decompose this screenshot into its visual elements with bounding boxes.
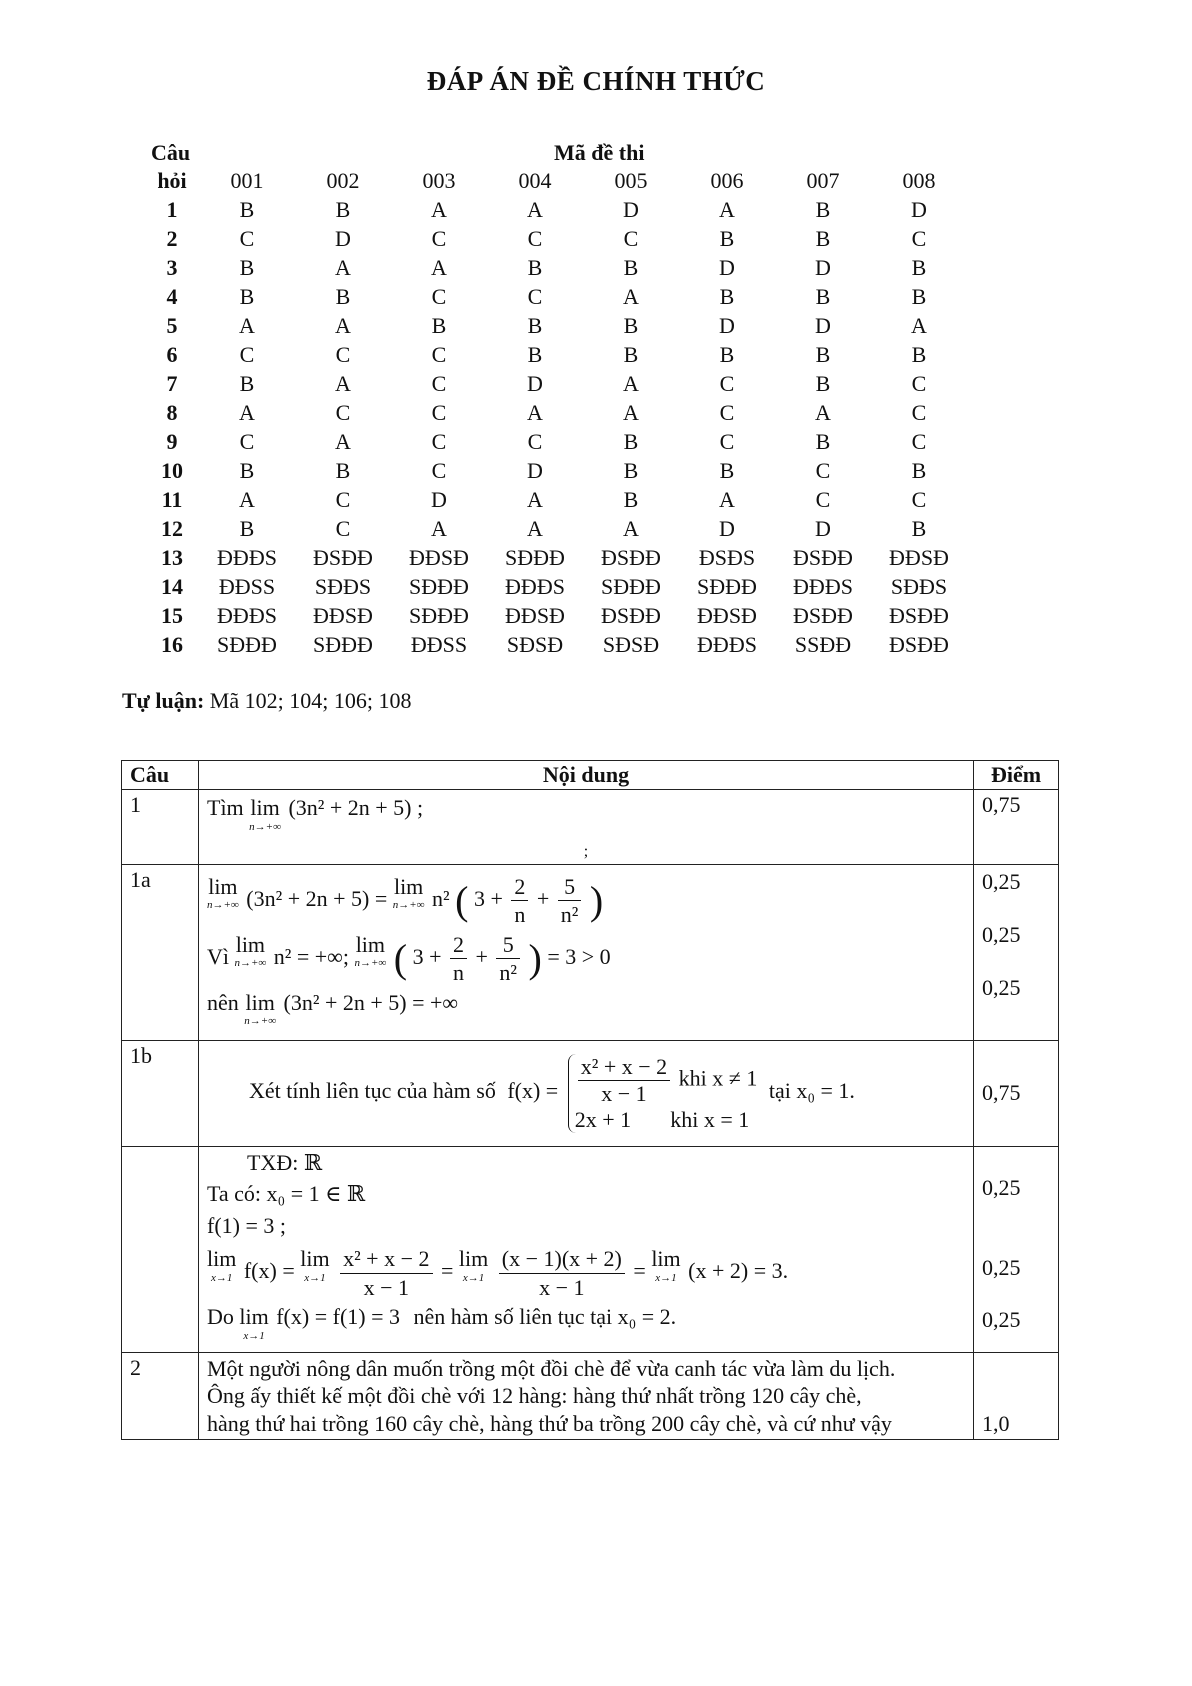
problem-line: Ông ấy thiết kế một đồi chè với 12 hàng: hàng thứ nhất trồng 120 cây chè, bbox=[207, 1383, 862, 1408]
three: 3 + bbox=[473, 885, 503, 911]
row-label: 2 bbox=[122, 1352, 199, 1440]
lim-symbol: lim n→+∞ bbox=[207, 873, 239, 911]
answer-cell: A bbox=[239, 312, 255, 338]
answer-cell: SĐĐĐ bbox=[217, 631, 277, 657]
answer-cell: A bbox=[431, 196, 447, 222]
answer-cell: C bbox=[911, 428, 927, 454]
answer-cell: SĐĐS bbox=[314, 573, 372, 599]
essay-row-1b-solution bbox=[122, 1146, 1059, 1352]
question-number: 2 bbox=[166, 225, 178, 251]
answer-cell: D bbox=[527, 457, 543, 483]
answer-cell: D bbox=[719, 254, 735, 280]
answer-cell: D bbox=[911, 196, 927, 222]
answer-cell: ĐĐSS bbox=[218, 573, 276, 599]
question-number: 3 bbox=[166, 254, 178, 280]
answer-cell: B bbox=[239, 370, 255, 396]
answer-cell: A bbox=[815, 399, 831, 425]
answer-cell: A bbox=[911, 312, 927, 338]
answer-cell: B bbox=[815, 196, 831, 222]
answer-cell: B bbox=[815, 283, 831, 309]
answer-cell: ĐSĐĐ bbox=[889, 631, 949, 657]
answer-cell: B bbox=[239, 457, 255, 483]
answer-cell: C bbox=[911, 399, 927, 425]
conclusion-line bbox=[207, 1303, 965, 1341]
answer-cell: C bbox=[527, 225, 543, 251]
answer-cell: A bbox=[719, 486, 735, 512]
answer-cell: B bbox=[527, 341, 543, 367]
question-number: 15 bbox=[161, 602, 183, 628]
lim-symbol: lim x→1 bbox=[458, 1246, 489, 1284]
answer-cell: B bbox=[815, 370, 831, 396]
answer-cell: SĐĐĐ bbox=[601, 573, 661, 599]
answer-cell: B bbox=[623, 428, 639, 454]
answer-cell: B bbox=[623, 486, 639, 512]
answer-cell: C bbox=[239, 428, 255, 454]
answer-cell: A bbox=[623, 283, 639, 309]
answer-cell: C bbox=[335, 399, 351, 425]
answer-cell: D bbox=[815, 254, 831, 280]
txd-line: TXĐ: ℝ bbox=[247, 1149, 323, 1175]
conclusion-expr: (3n² + 2n + 5) = +∞ bbox=[283, 989, 459, 1015]
answer-cell: ĐSĐĐ bbox=[793, 602, 853, 628]
plus: + bbox=[536, 885, 550, 911]
answer-cell: C bbox=[527, 428, 543, 454]
fraction-2-n: $\frac{2}{n}$ bbox=[450, 931, 467, 987]
answer-cell: C bbox=[431, 399, 447, 425]
answer-cell: B bbox=[431, 312, 447, 338]
question-number: 1 bbox=[166, 196, 178, 222]
row-label: 1b bbox=[122, 1040, 199, 1146]
answer-cell: A bbox=[335, 370, 351, 396]
answer-cell: C bbox=[911, 370, 927, 396]
answer-row bbox=[145, 427, 967, 456]
case1-fraction: $\frac{\text{x² + x − 2}}{x - 1}$ bbox=[578, 1054, 670, 1107]
row-score: 0,75 bbox=[974, 1040, 1059, 1146]
answer-cell: SĐĐĐ bbox=[697, 573, 757, 599]
question-number: 12 bbox=[161, 515, 183, 541]
fx-eq: f(x) = bbox=[243, 1258, 295, 1284]
answer-cell: B bbox=[719, 457, 735, 483]
answer-cell: SĐĐĐ bbox=[409, 602, 469, 628]
question-number: 11 bbox=[161, 486, 183, 512]
answer-row bbox=[145, 195, 967, 224]
lim-symbol: lim x→1 bbox=[207, 1246, 237, 1284]
continuity-conclusion: nên hàm số liên tục tại x₀ = 2. bbox=[413, 1304, 677, 1329]
answer-cell: D bbox=[623, 196, 639, 222]
answer-cell: A bbox=[335, 254, 351, 280]
question-number: 4 bbox=[166, 283, 178, 309]
answer-cell: A bbox=[239, 486, 255, 512]
lim-symbol: lim n→+∞ bbox=[234, 931, 267, 969]
fx-label: f(x) = bbox=[507, 1078, 559, 1104]
tu-luan-label: Tự luận: bbox=[122, 688, 205, 713]
answer-cell: C bbox=[239, 341, 255, 367]
answer-cell: C bbox=[335, 515, 351, 541]
question-number: 6 bbox=[166, 341, 178, 367]
exam-code: 004 bbox=[518, 167, 552, 193]
plus: + bbox=[475, 943, 488, 969]
answer-cell: ĐSĐĐ bbox=[601, 544, 661, 570]
taco-line: Ta có: x₀ = 1 ∈ ℝ bbox=[207, 1181, 366, 1206]
lim-symbol: lim n→+∞ bbox=[354, 931, 387, 969]
text-prefix: Tìm bbox=[207, 795, 244, 820]
exam-code: 008 bbox=[902, 167, 936, 193]
answer-cell: B bbox=[335, 283, 351, 309]
essay-row-1 bbox=[122, 790, 1059, 865]
score: 0,25 bbox=[982, 868, 1021, 894]
lim-symbol: lim n→+∞ bbox=[392, 873, 425, 911]
answer-cell: B bbox=[239, 283, 255, 309]
exam-code: 007 bbox=[806, 167, 840, 193]
answer-row bbox=[145, 311, 967, 340]
answer-cell: ĐĐSĐ bbox=[505, 602, 565, 628]
piecewise-cases bbox=[568, 1054, 758, 1133]
score: 0,25 bbox=[982, 1254, 1021, 1280]
do-prefix: Do bbox=[207, 1304, 234, 1329]
row-content: lim n→+∞ (3n² + 2n + 5) = lim n→+∞ n² ( 3 + $\frac{2}{n}$ + $\frac{5}{\text{n²}}$ ) Vì lim n→+∞ n² = +∞; lim n→+∞ ( 3 + $\frac{2}{n}$ + $\frac{5}{\text{n²}}$ ) = 3 > 0 nên lim n→+∞ (3n² + 2n + 5) = +∞ bbox=[199, 864, 974, 1040]
answer-cell: C bbox=[719, 399, 735, 425]
n-squared: n² bbox=[432, 885, 450, 911]
question-number: 13 bbox=[161, 544, 183, 570]
answer-table-header-codes: Mã đề thi bbox=[554, 140, 645, 165]
essay-row-1a bbox=[122, 864, 1059, 1040]
answer-row bbox=[145, 398, 967, 427]
answer-cell: B bbox=[911, 515, 927, 541]
exam-code: 002 bbox=[326, 167, 360, 193]
answer-cell: C bbox=[335, 341, 351, 367]
fraction-5-n2: $\frac{5}{\text{n²}}$ bbox=[558, 873, 582, 929]
answer-cell: B bbox=[623, 341, 639, 367]
answer-cell: D bbox=[335, 225, 351, 251]
essay-header-noi-dung: Nội dung bbox=[199, 761, 974, 790]
answer-cell: A bbox=[527, 486, 543, 512]
answer-cell: B bbox=[911, 254, 927, 280]
answer-cell: ĐĐSĐ bbox=[313, 602, 373, 628]
answer-cell: A bbox=[623, 370, 639, 396]
fraction-5-n2: $\frac{5}{\text{n²}}$ bbox=[496, 931, 520, 987]
answer-cell: C bbox=[335, 486, 351, 512]
equals: = bbox=[633, 1258, 646, 1284]
answer-cell: ĐĐĐS bbox=[793, 573, 853, 599]
row-scores bbox=[974, 1146, 1059, 1352]
answer-row bbox=[145, 340, 967, 369]
answer-row bbox=[145, 224, 967, 253]
equals-3: = 3 > 0 bbox=[547, 943, 611, 969]
answer-cell: B bbox=[815, 341, 831, 367]
answer-cell: B bbox=[527, 312, 543, 338]
lim-symbol: lim x→1 bbox=[239, 1304, 269, 1342]
answer-cell: ĐĐSĐ bbox=[409, 544, 469, 570]
answer-cell: B bbox=[911, 457, 927, 483]
essay-table bbox=[121, 760, 1059, 1440]
answer-cell: C bbox=[431, 370, 447, 396]
answer-cell: B bbox=[335, 457, 351, 483]
answer-cell: C bbox=[815, 486, 831, 512]
answer-row bbox=[145, 369, 967, 398]
answer-cell: A bbox=[431, 254, 447, 280]
answer-cell: ĐĐSĐ bbox=[889, 544, 949, 570]
continuity-expr: f(x) = f(1) = 3 bbox=[276, 1304, 401, 1329]
row-label: 1 bbox=[122, 790, 199, 865]
answer-cell: ĐSĐS bbox=[698, 544, 756, 570]
answer-cell: C bbox=[431, 283, 447, 309]
question-number: 9 bbox=[166, 428, 178, 454]
answer-row bbox=[145, 601, 967, 630]
answer-row bbox=[145, 543, 967, 572]
answer-cell: B bbox=[239, 254, 255, 280]
answer-cell: ĐSĐĐ bbox=[793, 544, 853, 570]
row-scores bbox=[974, 864, 1059, 1040]
point-text: tại x₀ = 1. bbox=[768, 1078, 855, 1104]
answer-cell: C bbox=[911, 225, 927, 251]
answer-cell: SĐĐS bbox=[890, 573, 948, 599]
answer-cell: C bbox=[719, 370, 735, 396]
answer-cell: SĐSĐ bbox=[506, 631, 564, 657]
answer-cell: B bbox=[239, 515, 255, 541]
answer-cell: C bbox=[911, 486, 927, 512]
case2-condition: khi x = 1 bbox=[670, 1106, 750, 1132]
exam-code: 003 bbox=[422, 167, 456, 193]
fraction-1: $\frac{\text{x² + x − 2}}{x - 1}$ bbox=[340, 1245, 432, 1301]
answer-cell: B bbox=[623, 457, 639, 483]
score: 0,25 bbox=[982, 1306, 1021, 1332]
answer-cell: B bbox=[623, 254, 639, 280]
answer-row bbox=[145, 630, 967, 659]
question-number: 16 bbox=[161, 631, 183, 657]
row-content bbox=[199, 1146, 974, 1352]
answer-cell: B bbox=[527, 254, 543, 280]
answer-cell: SĐSĐ bbox=[602, 631, 660, 657]
answer-cell: ĐĐSĐ bbox=[697, 602, 757, 628]
limit-result: (x + 2) = 3. bbox=[688, 1258, 789, 1284]
answer-cell: ĐĐĐS bbox=[697, 631, 757, 657]
answer-cell: B bbox=[623, 312, 639, 338]
question-number: 14 bbox=[161, 573, 183, 599]
answer-row bbox=[145, 514, 967, 543]
answer-codes-row bbox=[145, 166, 967, 195]
answer-cell: D bbox=[815, 312, 831, 338]
case2-expr: 2x + 1 bbox=[574, 1106, 632, 1132]
expr-left: (3n² + 2n + 5) = bbox=[246, 885, 393, 911]
answer-row bbox=[145, 456, 967, 485]
answer-cell: A bbox=[623, 515, 639, 541]
answer-cell: A bbox=[335, 428, 351, 454]
answer-cell: A bbox=[527, 399, 543, 425]
answer-cell: D bbox=[719, 312, 735, 338]
exam-code: 006 bbox=[710, 167, 744, 193]
answer-cell: D bbox=[431, 486, 447, 512]
question-number: 10 bbox=[161, 457, 183, 483]
score: 0,25 bbox=[982, 921, 1021, 947]
answer-cell: ĐĐĐS bbox=[217, 602, 277, 628]
problem-line: hàng thứ hai trồng 160 cây chè, hàng thứ ba trồng 200 cây chè, và cứ như vậy bbox=[207, 1410, 892, 1436]
answer-cell: ĐĐSS bbox=[410, 631, 468, 657]
answer-cell: C bbox=[431, 428, 447, 454]
essay-header-cau: Câu bbox=[122, 761, 199, 790]
answer-row bbox=[145, 572, 967, 601]
row-label-empty bbox=[122, 1146, 199, 1352]
answer-cell: B bbox=[911, 341, 927, 367]
question-number: 8 bbox=[166, 399, 178, 425]
answer-row bbox=[145, 253, 967, 282]
answer-key-table bbox=[145, 166, 967, 659]
fraction-2-n: $\frac{2}{n}$ bbox=[511, 873, 528, 929]
answer-row bbox=[145, 485, 967, 514]
answer-cell: B bbox=[815, 225, 831, 251]
answer-cell: SĐĐĐ bbox=[505, 544, 565, 570]
answer-cell: ĐSĐĐ bbox=[601, 602, 661, 628]
row-content bbox=[199, 1352, 974, 1440]
answer-cell: C bbox=[431, 341, 447, 367]
answer-cell: D bbox=[815, 515, 831, 541]
exam-code: 005 bbox=[614, 167, 648, 193]
limit-expression: (3n² + 2n + 5) ; bbox=[288, 795, 424, 820]
answer-cell: B bbox=[719, 283, 735, 309]
lim-symbol: lim x→1 bbox=[651, 1246, 681, 1284]
tu-luan-line bbox=[122, 688, 411, 714]
answer-cell: B bbox=[239, 196, 255, 222]
answer-cell: A bbox=[431, 515, 447, 541]
answer-cell: C bbox=[431, 457, 447, 483]
f1-line: f(1) = 3 ; bbox=[207, 1212, 286, 1238]
answer-cell: D bbox=[719, 515, 735, 541]
answer-cell: ĐSĐĐ bbox=[889, 602, 949, 628]
answer-table-header-hoi: hỏi bbox=[157, 167, 187, 193]
lim-symbol: lim n→+∞ bbox=[244, 989, 277, 1027]
question-number: 5 bbox=[166, 312, 178, 338]
lim-symbol: lim x→1 bbox=[300, 1246, 330, 1284]
nen-prefix: nên bbox=[207, 989, 239, 1015]
problem-line: Một người nông dân muốn trồng một đồi chè để vừa canh tác vừa làm du lịch. bbox=[207, 1355, 896, 1381]
problem-text: Xét tính liên tục của hàm số bbox=[249, 1078, 496, 1104]
answer-table-header-cau: Câu bbox=[151, 140, 191, 165]
equals: = bbox=[441, 1258, 454, 1284]
limit-computation bbox=[207, 1245, 965, 1301]
score: 0,25 bbox=[982, 1174, 1021, 1200]
answer-cell: SSĐĐ bbox=[794, 631, 852, 657]
answer-cell: B bbox=[815, 428, 831, 454]
three: 3 + bbox=[412, 943, 442, 969]
answer-cell: A bbox=[623, 399, 639, 425]
answer-cell: A bbox=[527, 515, 543, 541]
answer-cell: B bbox=[911, 283, 927, 309]
question-number: 7 bbox=[166, 370, 178, 396]
row-content bbox=[199, 1040, 974, 1146]
answer-cell: C bbox=[815, 457, 831, 483]
essay-row-2 bbox=[122, 1352, 1059, 1440]
answer-cell: C bbox=[431, 225, 447, 251]
row-content bbox=[199, 790, 974, 865]
answer-cell: ĐĐĐS bbox=[217, 544, 277, 570]
exam-code: 001 bbox=[230, 167, 264, 193]
answer-cell: ĐĐĐS bbox=[505, 573, 565, 599]
page-title: ĐÁP ÁN ĐỀ CHÍNH THỨC bbox=[426, 66, 766, 96]
lim-symbol: lim n→+∞ bbox=[249, 795, 281, 833]
answer-row bbox=[145, 282, 967, 311]
essay-header-row bbox=[122, 761, 1059, 790]
answer-cell: D bbox=[527, 370, 543, 396]
answer-cell: A bbox=[527, 196, 543, 222]
answer-cell: SĐĐĐ bbox=[313, 631, 373, 657]
answer-cell: B bbox=[335, 196, 351, 222]
answer-cell: C bbox=[239, 225, 255, 251]
essay-row-1b bbox=[122, 1040, 1059, 1146]
answer-cell: C bbox=[719, 428, 735, 454]
limit-n2: n² = +∞; bbox=[273, 943, 349, 969]
score: 0,25 bbox=[982, 974, 1021, 1000]
fraction-2: $\frac{(x - 1)(x + 2)}{x - 1}$ bbox=[499, 1245, 625, 1301]
answer-cell: SĐĐĐ bbox=[409, 573, 469, 599]
answer-cell: C bbox=[623, 225, 639, 251]
answer-cell: A bbox=[335, 312, 351, 338]
case1-condition: khi x ≠ 1 bbox=[678, 1065, 758, 1091]
answer-cell: B bbox=[719, 225, 735, 251]
answer-cell: C bbox=[527, 283, 543, 309]
essay-header-diem: Điểm bbox=[974, 761, 1059, 790]
answer-cell: B bbox=[719, 341, 735, 367]
row-score: 0,75 bbox=[974, 790, 1059, 865]
answer-cell: ĐSĐĐ bbox=[313, 544, 373, 570]
answer-cell: A bbox=[719, 196, 735, 222]
row-score: 1,0 bbox=[974, 1352, 1059, 1440]
semicolon: ; bbox=[583, 842, 589, 860]
vi-prefix: Vì bbox=[207, 943, 229, 969]
row-label: 1a bbox=[122, 864, 199, 1040]
tu-luan-text: Mã 102; 104; 106; 108 bbox=[209, 688, 412, 713]
answer-cell: A bbox=[239, 399, 255, 425]
